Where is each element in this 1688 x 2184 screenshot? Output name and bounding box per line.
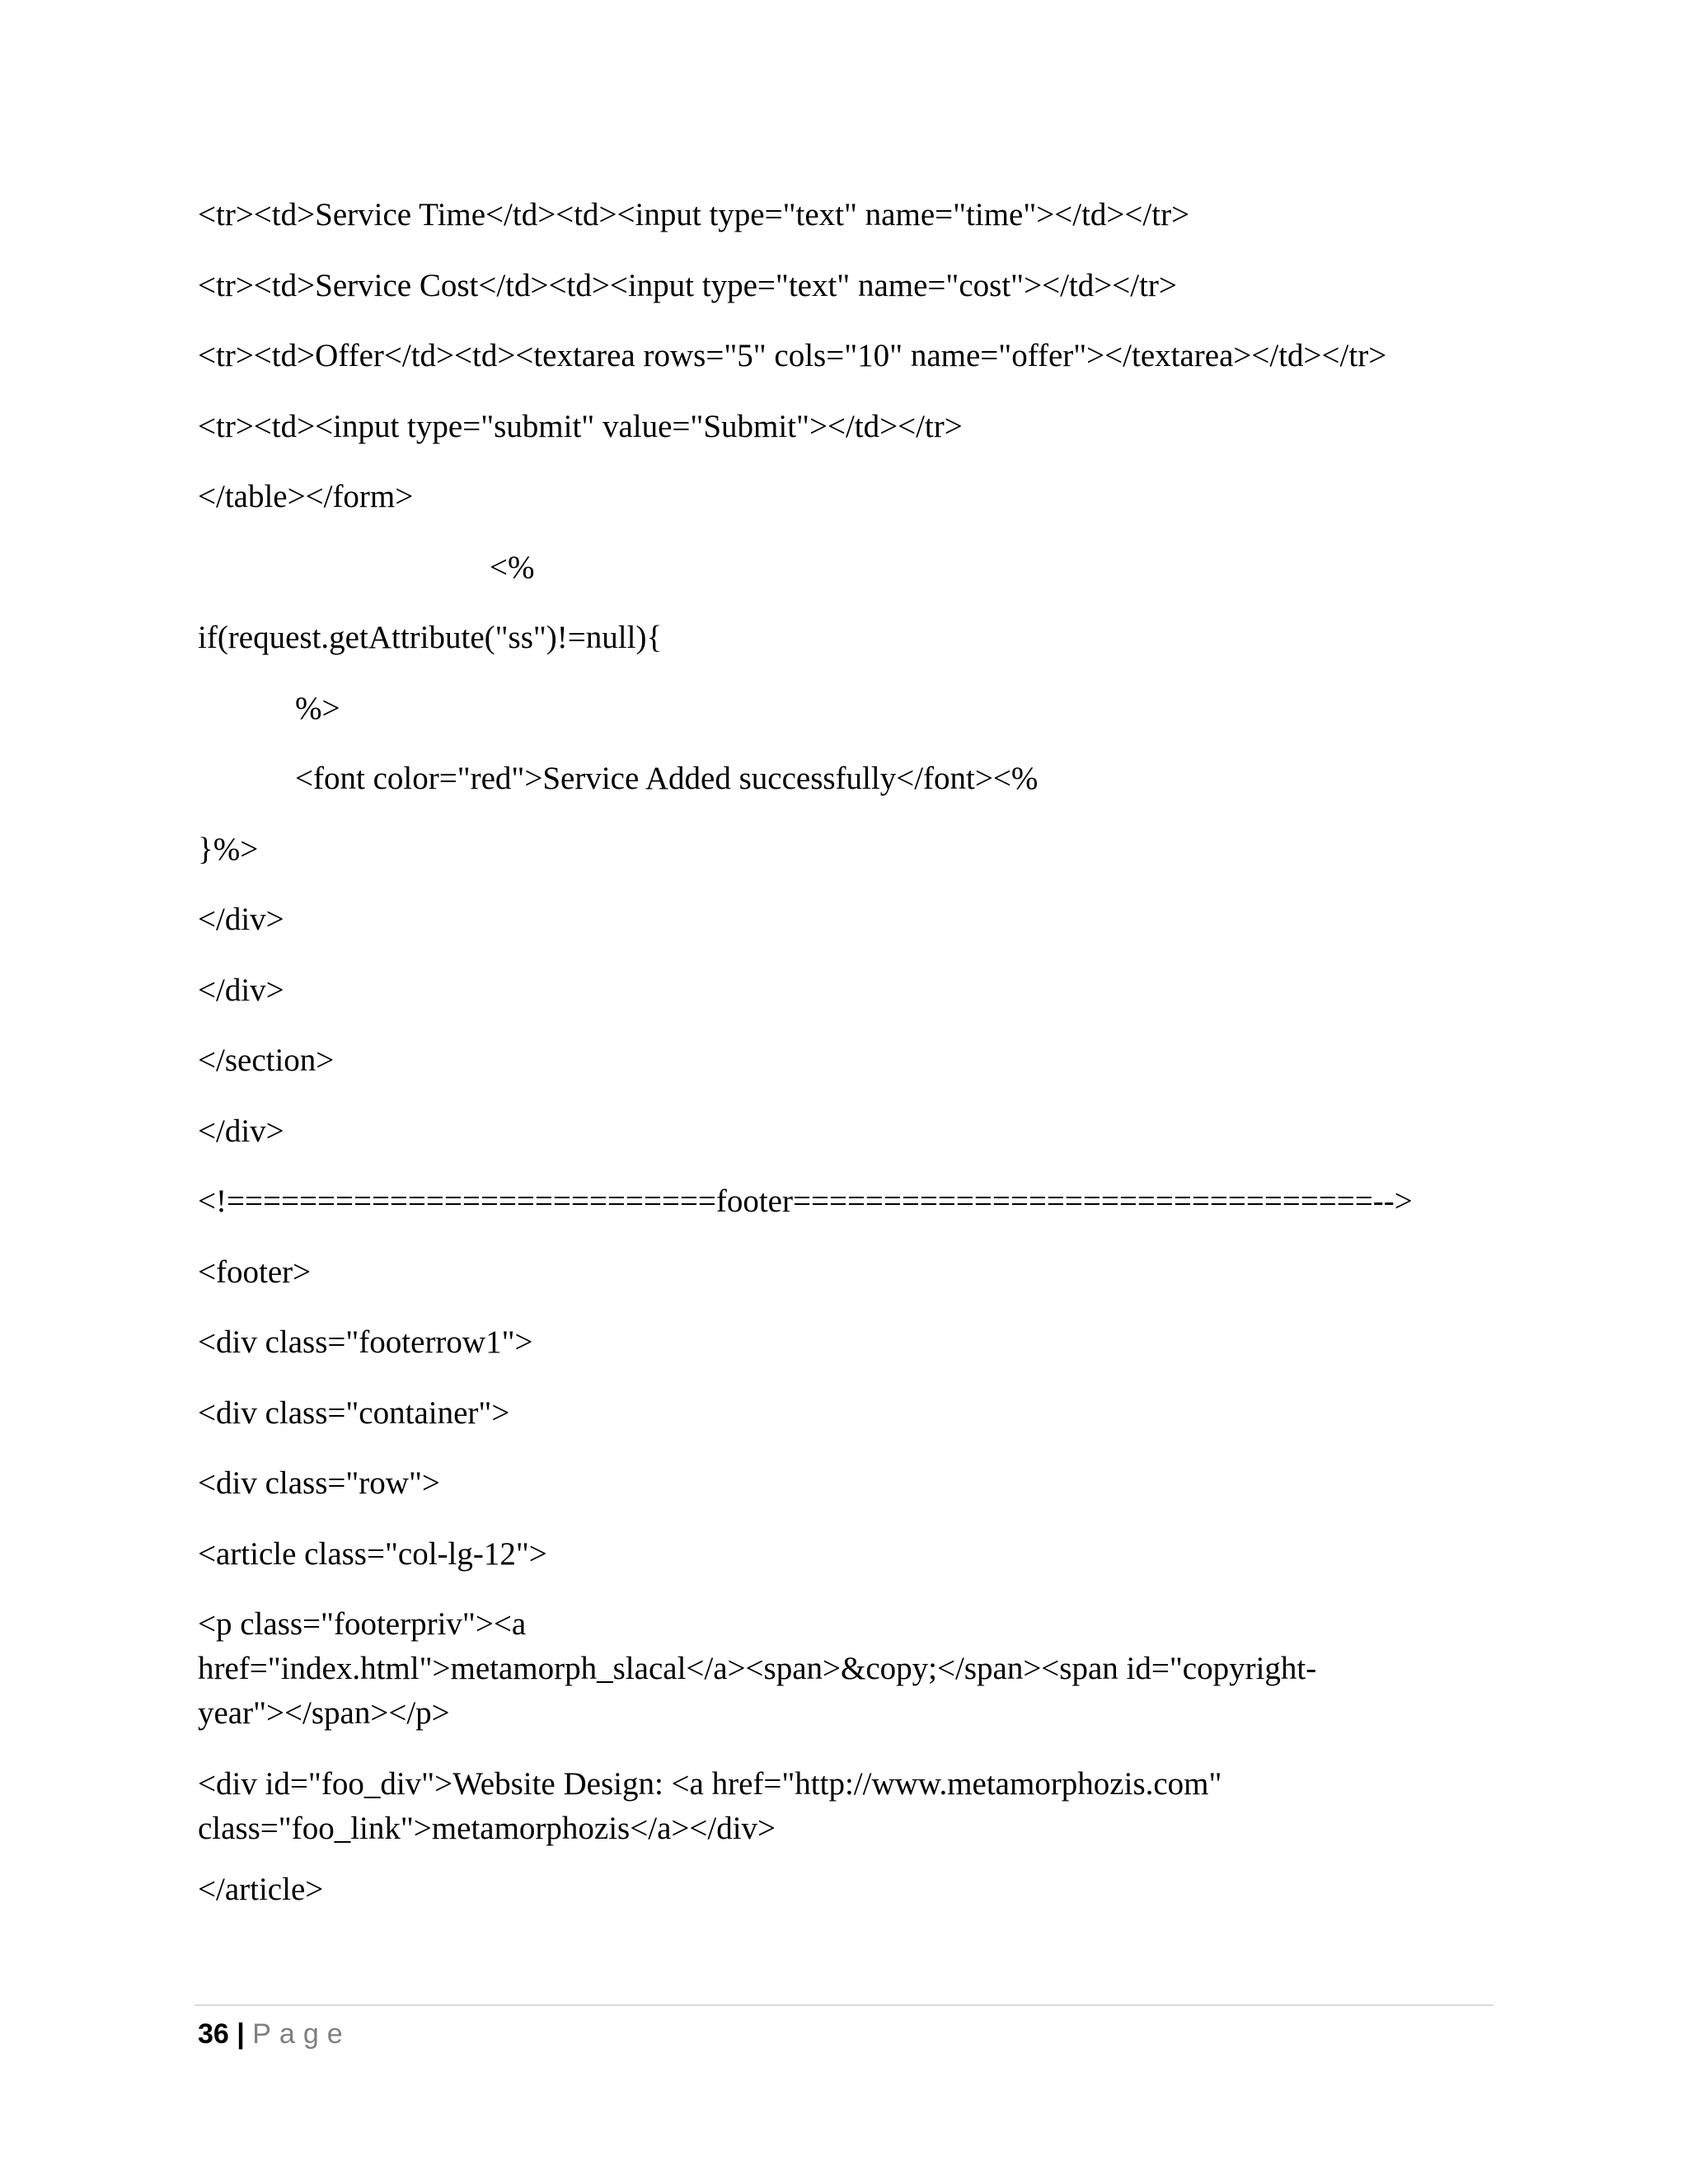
code-line: <tr><td>Service Cost</td><td><input type="text" name="cost"></td></tr> bbox=[198, 268, 1177, 303]
code-line: if(request.getAttribute("ss")!=null){ bbox=[198, 620, 663, 655]
code-line: </table></form> bbox=[198, 479, 414, 514]
code-line: <tr><td>Service Time</td><td><input type="text" name="time"></td></tr> bbox=[198, 197, 1190, 232]
code-line: <div class="footerrow1"> bbox=[198, 1324, 533, 1360]
code-line: %> bbox=[295, 691, 340, 726]
code-line: </article> bbox=[198, 1872, 324, 1907]
code-line: <font color="red">Service Added successfully</font><% bbox=[295, 761, 1039, 796]
page-number: 36 bbox=[198, 2018, 229, 2050]
code-line: <div class="container"> bbox=[198, 1395, 510, 1431]
page-separator: | bbox=[237, 2018, 245, 2050]
code-line: <tr><td><input type="submit" value="Submit"></td></tr> bbox=[198, 409, 963, 444]
code-paragraph: <div id="foo_div">Website Design: <a href="http://www.metamorphozis.com" class="foo_link">metamorphozis</a></div> bbox=[198, 1766, 1222, 1846]
code-line: }%> bbox=[198, 832, 259, 867]
page-footer bbox=[198, 2016, 351, 2052]
code-line: <div class="row"> bbox=[198, 1465, 440, 1501]
code-line: </section> bbox=[198, 1043, 335, 1078]
code-paragraph: <p class="footerpriv"><a href="index.html">metamorph_slacal</a><span>&copy;</span><span id="copyright- year"></span></p> bbox=[198, 1606, 1317, 1731]
footer-divider bbox=[195, 2004, 1493, 2006]
code-line: </div> bbox=[198, 902, 284, 937]
page-label: Page bbox=[252, 2018, 351, 2050]
code-line: <!===========================footer================================--> bbox=[198, 1183, 1413, 1219]
code-line: </div> bbox=[198, 1113, 284, 1149]
code-line: </div> bbox=[198, 972, 284, 1008]
code-line: <% bbox=[490, 550, 535, 585]
code-line: <article class="col-lg-12"> bbox=[198, 1536, 547, 1572]
code-line: <footer> bbox=[198, 1254, 312, 1290]
code-line: <tr><td>Offer</td><td><textarea rows="5" cols="10" name="offer"></textarea></td></tr> bbox=[198, 338, 1387, 373]
